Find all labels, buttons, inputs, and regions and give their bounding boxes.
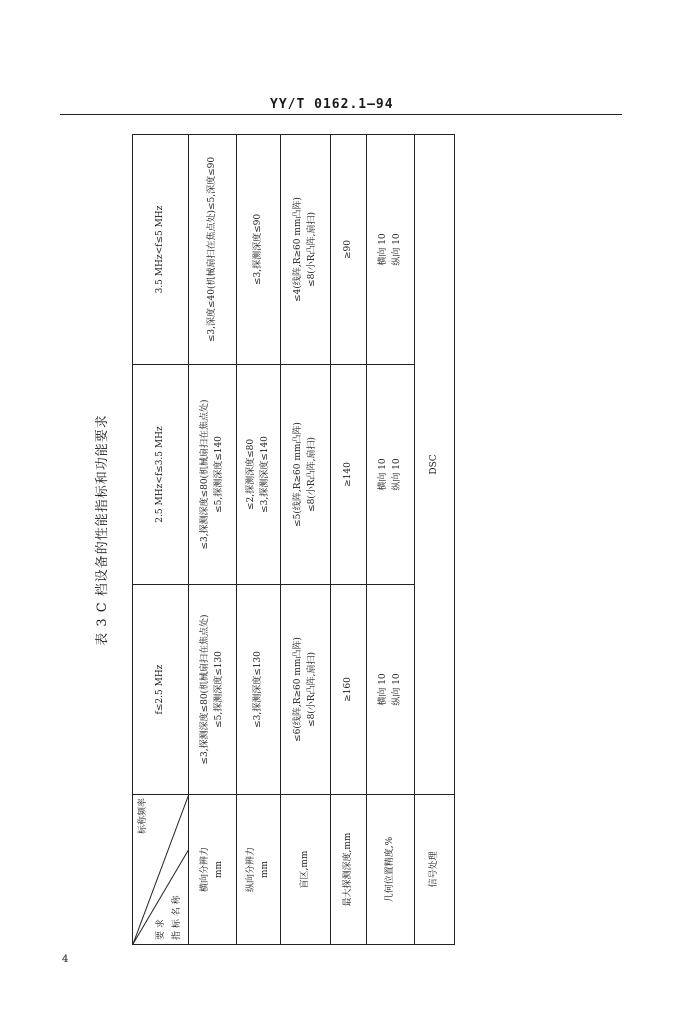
table-caption: 表 3 C 档设备的性能指标和功能要求 (95, 414, 110, 646)
table-row (331, 135, 367, 945)
corner-label-requirement: 要 求 (155, 919, 166, 940)
table-cell: ≥160 (331, 585, 367, 795)
table-cell: ≤6(线阵,R≥60 mm凸阵) ≤8(小R凸阵,扇扫) (281, 585, 331, 795)
row-label-lateral-resolution: 横向分辨力 mm (189, 795, 237, 945)
table-cell: ≤4(线阵,R≥60 mm凸阵) ≤8(小R凸阵,扇扫) (281, 135, 331, 365)
corner-header-cell (133, 795, 189, 945)
column-header-3: 3.5 MHz<f≤5 MHz (133, 135, 189, 365)
spec-table (132, 134, 455, 945)
row-label-axial-resolution: 纵向分辨力 mm (237, 795, 281, 945)
table-cell: ≤5(线阵,R≥60 mm凸阵) ≤8(小R凸阵,扇扫) (281, 365, 331, 585)
table-cell: ≤3,探测深度≤90 (237, 135, 281, 365)
table-cell: 横向 10 纵向 10 (367, 585, 415, 795)
table-row (237, 135, 281, 945)
table-cell: ≤3,探测深度≤80(机械扇扫在焦点处) ≤5,探测深度≤140 (189, 365, 237, 585)
corner-label-frequency: 标称频率 (138, 798, 148, 835)
table-cell: ≥90 (331, 135, 367, 365)
table-row (189, 135, 237, 945)
rotated-table-region (90, 115, 439, 945)
table-cell: ≤3,探测深度≤130 (237, 585, 281, 795)
page-number: 4 (62, 954, 69, 965)
table-cell: ≤2,探测深度≤80 ≤3,探测深度≤140 (237, 365, 281, 585)
table-cell: 横向 10 纵向 10 (367, 135, 415, 365)
standard-code: YY/T 0162.1—94 (270, 97, 394, 112)
row-label-dead-zone: 盲区,mm (281, 795, 331, 945)
column-header-2: 2.5 MHz<f≤3.5 MHz (133, 365, 189, 585)
table-cell: ≤3,深度≤40(机械扇扫在焦点处)≤5,深度≤90 (189, 135, 237, 365)
row-label-max-depth: 最大探测深度,mm (331, 795, 367, 945)
table-cell: ≤3,探测深度≤80(机械扇扫在焦点处) ≤5,探测深度≤130 (189, 585, 237, 795)
merged-cell-dsc: DSC (415, 135, 455, 795)
table-row (281, 135, 331, 945)
table-row (367, 135, 415, 945)
table-row (415, 135, 455, 945)
row-label-geometric-accuracy: 几何位置精度,% (367, 795, 415, 945)
table-cell: ≥140 (331, 365, 367, 585)
column-header-1: f≤2.5 MHz (133, 585, 189, 795)
table-cell: 横向 10 纵向 10 (367, 365, 415, 585)
corner-label-indicator: 指 标 名 称 (171, 895, 182, 940)
header-row (133, 135, 189, 945)
row-label-signal-processing: 信号处理 (415, 795, 455, 945)
